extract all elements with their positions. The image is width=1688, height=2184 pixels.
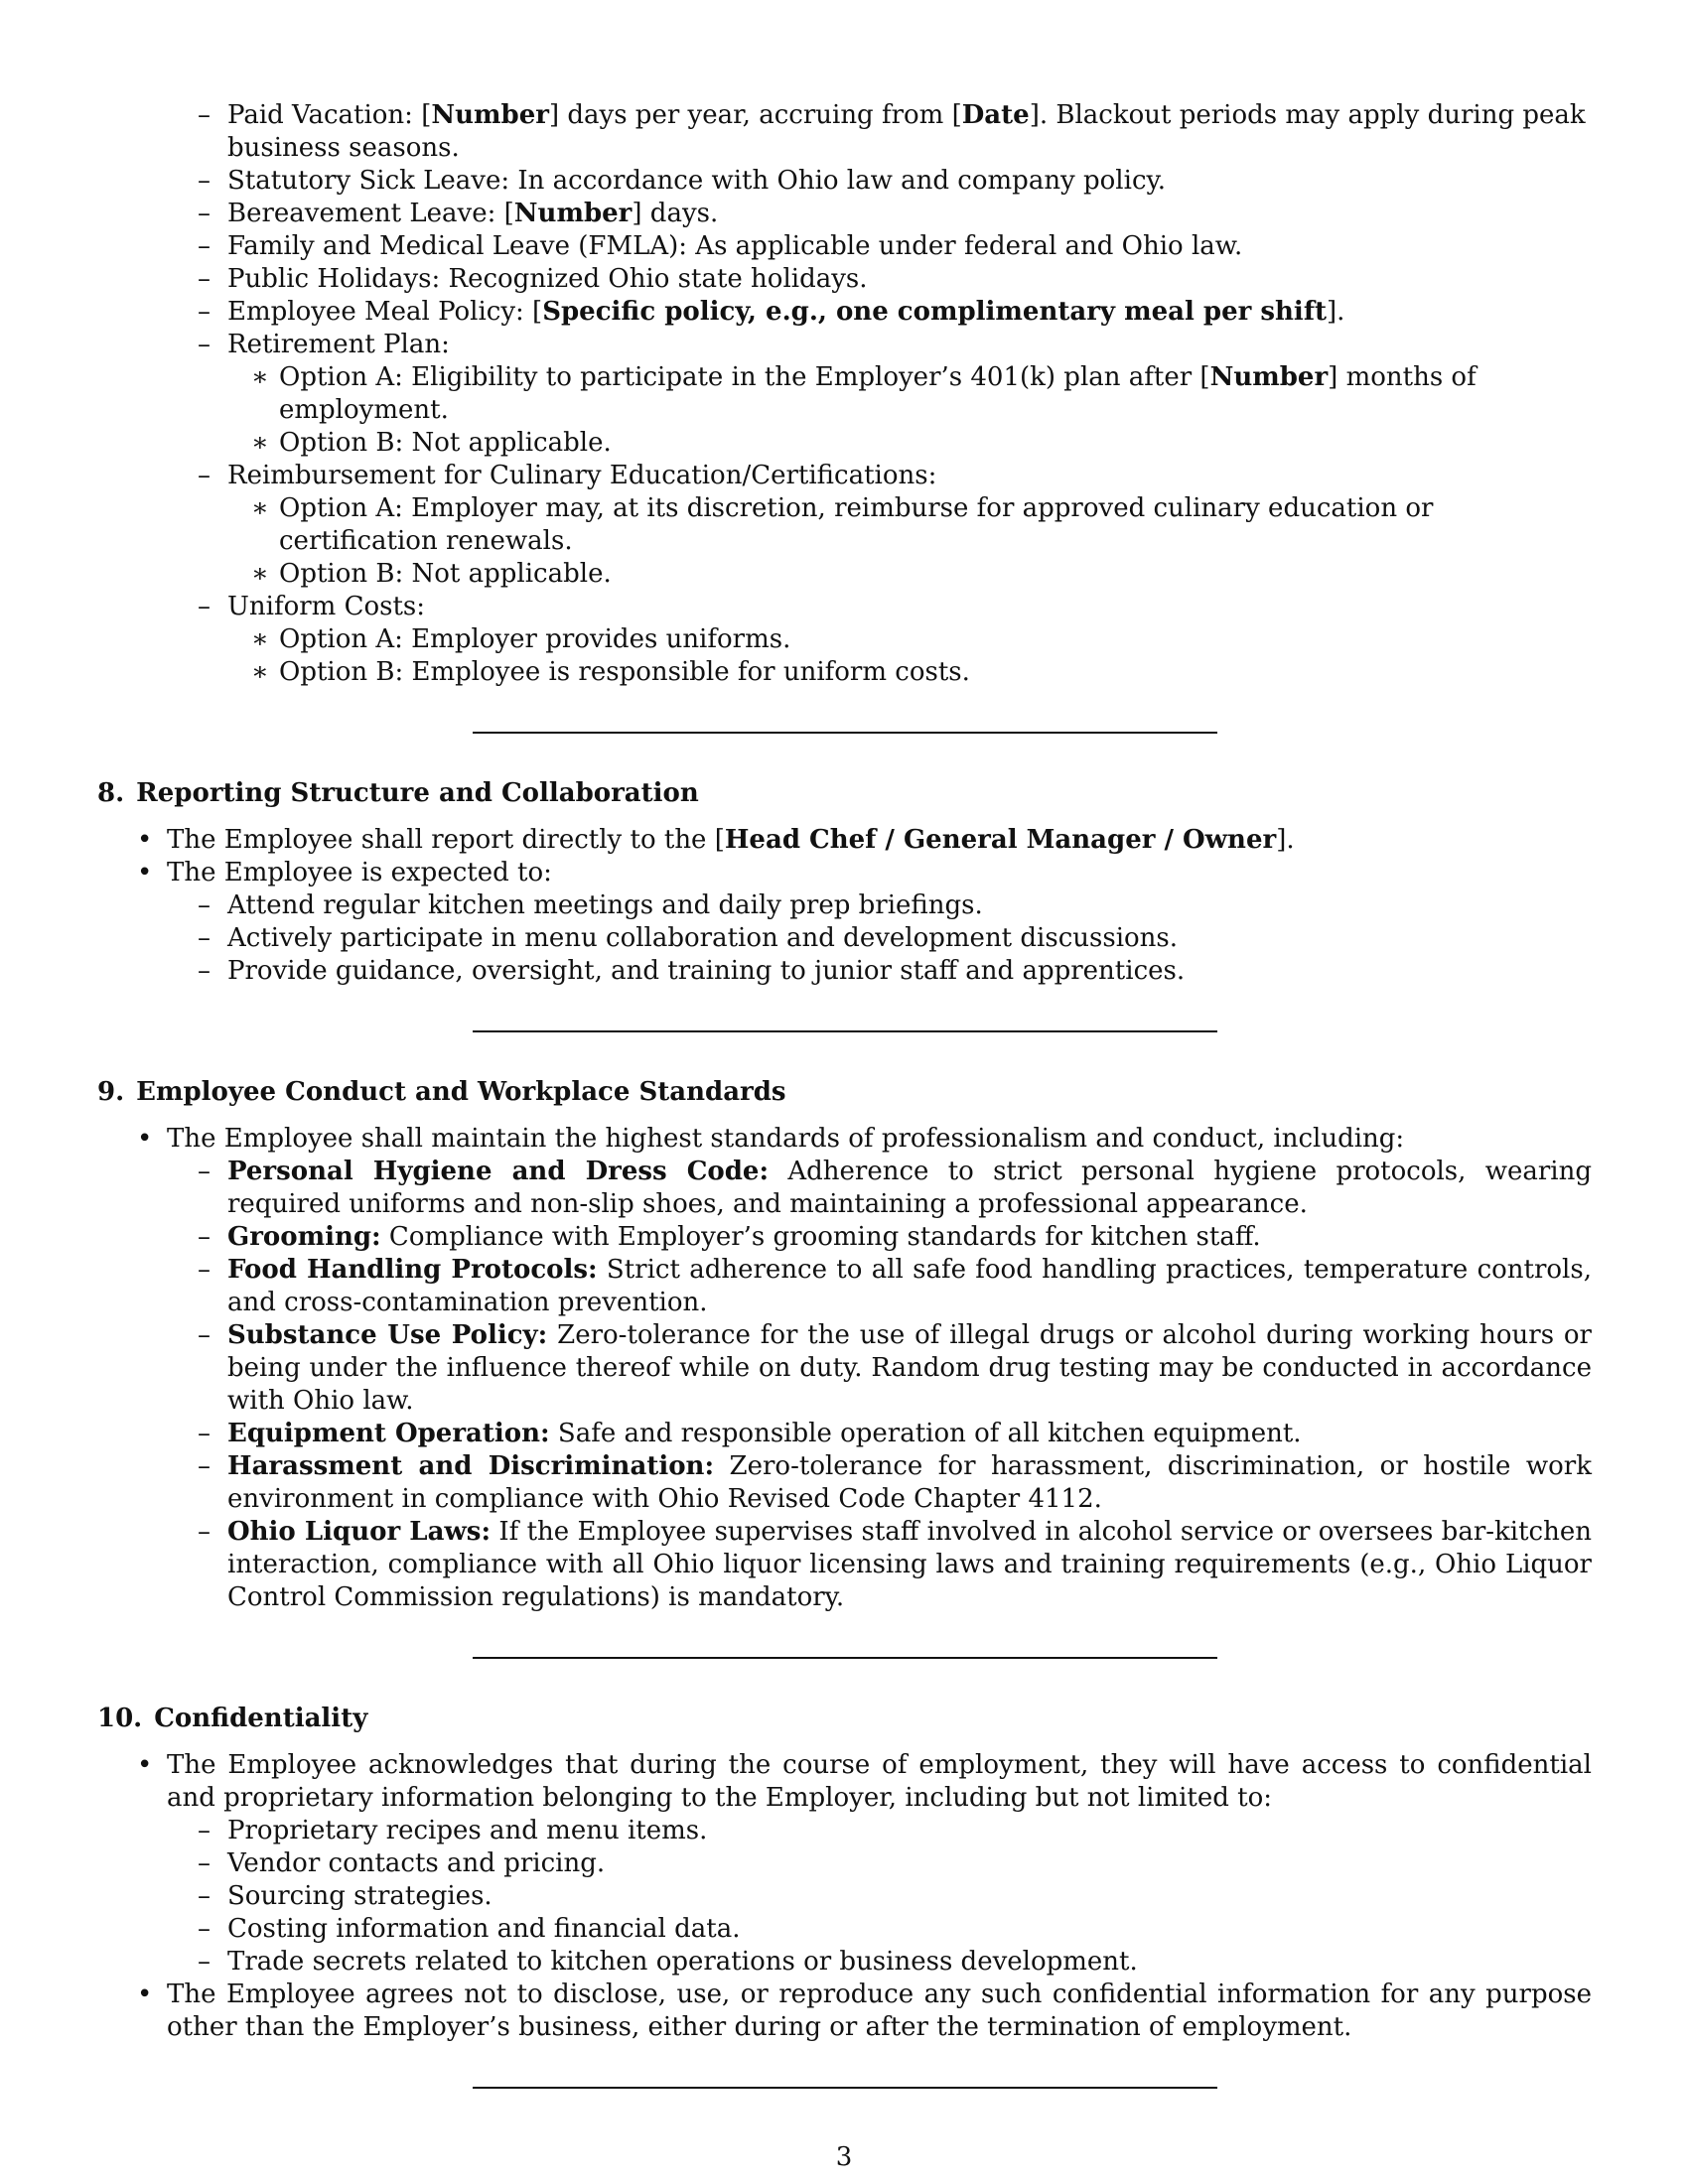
section-bullet-list [97,1123,1592,1614]
sub-item [227,889,1592,922]
option-item [279,361,1592,427]
sub-item [227,1847,1592,1880]
option-item [279,492,1592,558]
text-run: Option A: Eligibility to participate in the Employer’s 401(k) plan after [ [279,362,1210,392]
text-run: The Employee shall report directly to the [ [167,825,725,855]
benefits-list [97,99,1592,689]
sub-item [227,955,1592,988]
text-run: Bereavement Leave: [ [227,199,514,228]
sub-list [167,889,1592,988]
text-run: Option B: Employee is responsible for uniform costs. [279,657,970,687]
bold-text: Personal Hygiene and Dress Code: [227,1157,770,1186]
sub-item [227,1946,1592,1979]
text-run: The Employee shall maintain the highest standards of professionalism and conduct, including: [167,1124,1405,1154]
section-bullet-list [97,1749,1592,2044]
text-run: ] months of employment. [279,362,1477,425]
section-number: 9. [97,1077,125,1107]
section-heading [97,1703,1592,1735]
text-run: ]. [1327,297,1345,327]
text-run: Statutory Sick Leave: In accordance with Ohio law and company policy. [227,166,1167,196]
page-content [97,99,1592,2089]
option-list [227,361,1592,460]
bold-text: Ohio Liquor Laws: [227,1517,492,1547]
sub-item [227,1815,1592,1847]
benefit-item [227,460,1592,591]
sub-item [227,1156,1592,1221]
text-run: The Employee acknowledges that during the course of employment, they will have access to confidential and proprietary information belonging to the Employer, including but not limited to: [167,1750,1592,1813]
text-run: Strict adherence to all safe food handling practices, temperature controls, and cross-contamination prevention. [227,1255,1592,1317]
bold-text: Grooming: [227,1222,381,1252]
text-run: The Employee agrees not to disclose, use, or reproduce any such confidential information for any purpose other than the Employer’s business, either during or after the termination of employment. [167,1979,1592,2042]
text-run: ] days. [632,199,719,228]
sub-item [227,1254,1592,1319]
text-run: Paid Vacation: [ [227,100,432,130]
sub-item [227,1516,1592,1614]
sections-container [97,777,1592,2089]
bold-text: Harassment and Discrimination: [227,1451,715,1481]
section [97,1076,1592,1659]
bold-text: Date [961,100,1030,130]
text-run: Vendor contacts and pricing. [227,1848,606,1878]
section-number: 10. [97,1704,143,1733]
text-run: Attend regular kitchen meetings and daily prep briefings. [227,890,983,920]
section-divider [473,2087,1217,2089]
bold-text: Number [1209,362,1329,392]
text-run: Trade secrets related to kitchen operations or business development. [227,1947,1138,1977]
sub-item [227,1221,1592,1254]
text-run: ] days per year, accruing from [ [548,100,962,130]
bullet-item [167,824,1592,857]
benefit-item [227,99,1592,165]
option-list [227,492,1592,591]
bold-text: Food Handling Protocols: [227,1255,598,1285]
text-run: Option B: Not applicable. [279,428,612,458]
text-run: Actively participate in menu collaboration and development discussions. [227,923,1179,953]
text-run: Retirement Plan: [227,330,450,359]
sub-item [227,1880,1592,1913]
sub-item [227,1913,1592,1946]
bullet-item [167,1123,1592,1614]
benefit-item [227,230,1592,263]
bullet-item [167,1979,1592,2044]
text-run: Adherence to strict personal hygiene protocols, wearing required uniforms and non-slip shoes, and maintaining a professional appearance. [227,1157,1592,1219]
sub-list [167,1156,1592,1614]
sub-item [227,1319,1592,1418]
section [97,1703,1592,2089]
text-run: The Employee is expected to: [167,858,552,887]
text-run: Reimbursement for Culinary Education/Certifications: [227,461,937,490]
section-heading [97,1076,1592,1109]
text-run: Compliance with Employer’s grooming standards for kitchen staff. [380,1222,1261,1252]
text-run: ]. Blackout periods may apply during peak business seasons. [227,100,1586,163]
section-divider [473,1657,1217,1659]
bold-text: Number [431,100,549,130]
section-title: Reporting Structure and Collaboration [136,778,699,808]
bold-text: Head Chef / General Manager / Owner [724,825,1277,855]
option-item [279,623,1592,656]
section-divider [473,732,1217,734]
bold-text: Number [513,199,633,228]
benefit-item [227,296,1592,329]
benefit-item [227,165,1592,198]
section-number: 8. [97,778,125,808]
text-run: Option A: Employer provides uniforms. [279,624,791,654]
bold-text: Equipment Operation: [227,1419,550,1448]
section-divider [473,1030,1217,1032]
option-item [279,656,1592,689]
section-title: Employee Conduct and Workplace Standards [136,1077,786,1107]
text-run: Costing information and financial data. [227,1914,741,1944]
text-run: If the Employee supervises staff involved in alcohol service or oversees bar-kitchen interaction, compliance with all Ohio liquor licensing laws and training requirements (e.g., Ohio Liquor Control Commission regulations) is mandatory. [227,1517,1592,1612]
benefit-item [227,329,1592,460]
text-run: Safe and responsible operation of all kitchen equipment. [549,1419,1302,1448]
benefit-item [227,198,1592,230]
bullet-item [167,857,1592,988]
section-title: Confidentiality [154,1704,368,1733]
benefit-item [227,591,1592,689]
text-run: ]. [1276,825,1295,855]
option-list [227,623,1592,689]
text-run: Uniform Costs: [227,592,426,621]
text-run: Option B: Not applicable. [279,559,612,589]
benefit-item [227,263,1592,296]
section-bullet-list [97,824,1592,988]
sub-item [227,1418,1592,1450]
text-run: Zero-tolerance for the use of illegal drugs or alcohol during working hours or being under the influence thereof while on duty. Random drug testing may be conducted in accordance with Ohio law. [227,1320,1592,1416]
text-run: Sourcing strategies. [227,1881,492,1911]
text-run: Provide guidance, oversight, and training to junior staff and apprentices. [227,956,1186,986]
sub-item [227,922,1592,955]
sub-list [167,1815,1592,1979]
text-run: Zero-tolerance for harassment, discrimination, or hostile work environment in compliance with Ohio Revised Code Chapter 4112. [227,1451,1592,1514]
option-item [279,558,1592,591]
section-heading [97,777,1592,810]
section [97,777,1592,1032]
text-run: Employee Meal Policy: [ [227,297,543,327]
bold-text: Specific policy, e.g., one complimentary meal per shift [542,297,1328,327]
sub-item [227,1450,1592,1516]
bullet-item [167,1749,1592,1979]
page-number: 3 [835,2142,853,2172]
text-run: Proprietary recipes and menu items. [227,1816,708,1845]
text-run: Family and Medical Leave (FMLA): As applicable under federal and Ohio law. [227,231,1243,261]
bold-text: Substance Use Policy: [227,1320,548,1350]
text-run: Option A: Employer may, at its discretion, reimburse for approved culinary education or certification renewals. [279,493,1434,556]
text-run: Public Holidays: Recognized Ohio state holidays. [227,264,868,294]
option-item [279,427,1592,460]
